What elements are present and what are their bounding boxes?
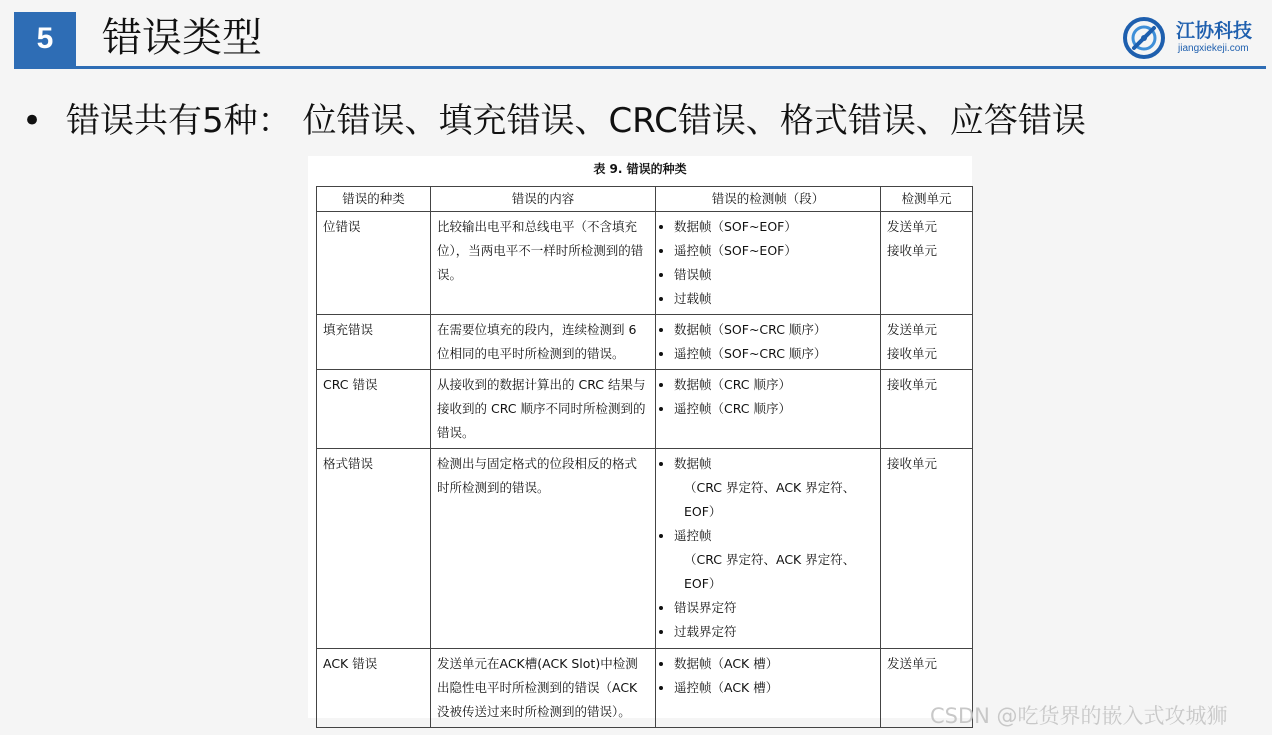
detect-unit-cell	[881, 370, 973, 449]
frame-item: • 数据帧（SOF~CRC 顺序）	[674, 318, 874, 342]
table-header-cell: 错误的内容	[431, 187, 656, 212]
frame-label: 遥控帧	[674, 528, 712, 543]
error-frames-cell	[656, 649, 881, 728]
logo-name: 江协科技	[1176, 20, 1253, 42]
error-type-cell: ACK 错误	[317, 649, 431, 728]
error-content-cell: 发送单元在ACK槽(ACK Slot)中检测出隐性电平时所检测到的错误（ACK没被传送过来时所检测到的错误）。	[431, 649, 656, 728]
frame-detail: （CRC 界定符、ACK 界定符、EOF）	[684, 552, 856, 591]
frame-item: • 数据帧（SOF~EOF）	[674, 215, 874, 239]
table-row	[317, 315, 973, 370]
table-header-cell: 检测单元	[881, 187, 973, 212]
frame-item: • 遥控帧（SOF~CRC 顺序）	[674, 342, 874, 366]
bullet-dot-icon: •	[22, 101, 43, 141]
unit-item: 发送单元	[887, 219, 938, 234]
unit-item: 接收单元	[887, 377, 938, 392]
frame-item: • 错误界定符	[674, 596, 874, 620]
watermark: CSDN @吃货界的嵌入式攻城狮	[930, 704, 1228, 728]
table-header-row	[317, 187, 973, 212]
error-types-table	[316, 186, 973, 728]
unit-item: 发送单元	[887, 322, 938, 337]
error-type-cell: 位错误	[317, 212, 431, 315]
unit-item: 发送单元	[887, 656, 938, 671]
table-header-cell: 错误的检测帧（段）	[656, 187, 881, 212]
error-type-cell: 格式错误	[317, 449, 431, 649]
error-table-figure	[308, 156, 972, 718]
frame-item	[674, 452, 874, 524]
error-type-cell: 填充错误	[317, 315, 431, 370]
frame-item: • 遥控帧（ACK 槽）	[674, 676, 874, 700]
slide-title: 错误类型	[102, 15, 262, 61]
frame-item: • 过载帧	[674, 287, 874, 311]
error-frames-cell	[656, 449, 881, 649]
frame-item: • 过载界定符	[674, 620, 874, 644]
table-row	[317, 649, 973, 728]
header-rule	[14, 66, 1266, 69]
detect-unit-cell	[881, 212, 973, 315]
frame-item: • 遥控帧（CRC 顺序）	[674, 397, 874, 421]
logo-icon	[1120, 14, 1170, 64]
bullet-item	[22, 96, 1086, 146]
error-content-cell: 在需要位填充的段内，连续检测到 6 位相同的电平时所检测到的错误。	[431, 315, 656, 370]
table-row	[317, 212, 973, 315]
detect-unit-cell	[881, 449, 973, 649]
table-header-cell: 错误的种类	[317, 187, 431, 212]
table-caption: 表 9. 错误的种类	[593, 162, 687, 176]
detect-unit-cell	[881, 315, 973, 370]
section-number: 5	[14, 12, 76, 66]
error-content-cell: 从接收到的数据计算出的 CRC 结果与接收到的 CRC 顺序不同时所检测到的错误。	[431, 370, 656, 449]
frame-detail: （CRC 界定符、ACK 界定符、EOF）	[684, 480, 856, 519]
frame-item: • 数据帧（ACK 槽）	[674, 652, 874, 676]
bullet-text: 错误共有5种： 位错误、填充错误、CRC错误、格式错误、应答错误	[66, 101, 1086, 141]
logo-url: jiangxiekeji.com	[1178, 43, 1249, 54]
slide-header	[0, 0, 1272, 72]
error-frames-cell	[656, 212, 881, 315]
frame-item	[674, 524, 874, 596]
unit-item: 接收单元	[887, 243, 938, 258]
frame-item: • 遥控帧（SOF~EOF）	[674, 239, 874, 263]
error-content-cell: 检测出与固定格式的位段相反的格式时所检测到的错误。	[431, 449, 656, 649]
error-content-cell: 比较输出电平和总线电平（不含填充位），当两电平不一样时所检测到的错误。	[431, 212, 656, 315]
table-row	[317, 370, 973, 449]
error-type-cell: CRC 错误	[317, 370, 431, 449]
frame-item: • 数据帧（CRC 顺序）	[674, 373, 874, 397]
frame-item: • 错误帧	[674, 263, 874, 287]
error-frames-cell	[656, 315, 881, 370]
error-frames-cell	[656, 370, 881, 449]
unit-item: 接收单元	[887, 346, 938, 361]
table-row	[317, 449, 973, 649]
frame-label: 数据帧	[674, 456, 712, 471]
logo	[1120, 12, 1260, 64]
unit-item: 接收单元	[887, 456, 938, 471]
